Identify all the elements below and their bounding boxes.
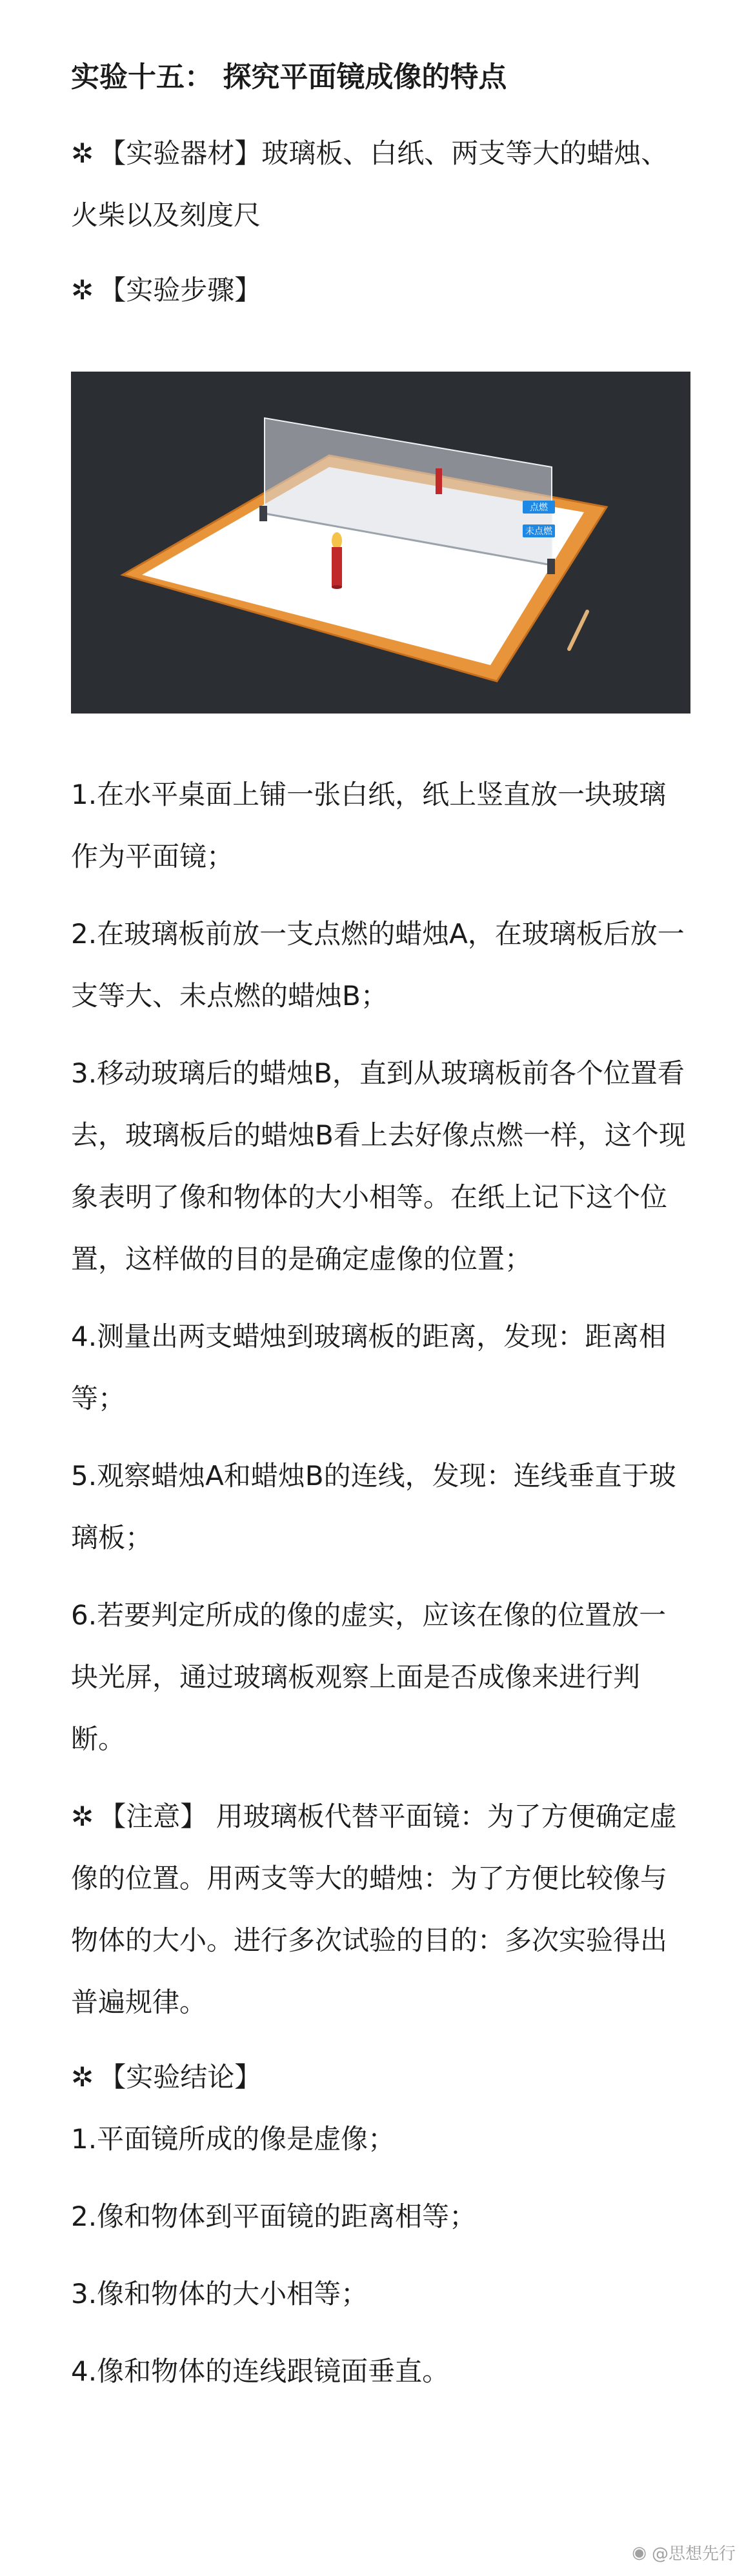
candle-b xyxy=(436,468,442,494)
conclusion-item: 3.像和物体的大小相等； xyxy=(71,2278,368,2310)
step-item: 3.移动玻璃后的蜡烛B，直到从玻璃板前各个位置看去，玻璃板后的蜡烛B看上去好像点燃一样，这个现象表明了像和物体的大小相等。在纸上记下这个位置，这样做的目的是确定虚像的位置； xyxy=(71,1057,686,1275)
ruler xyxy=(569,612,587,649)
steps-heading xyxy=(71,259,690,321)
candle-a xyxy=(332,547,342,587)
steps-heading-label: 【实验步骤】 xyxy=(99,274,262,306)
star-icon: ✲ xyxy=(71,1801,94,1832)
step-item: 1.在水平桌面上铺一张白纸，纸上竖直放一块玻璃作为平面镜； xyxy=(71,779,667,872)
materials-label: 【实验器材】 xyxy=(99,137,262,169)
watermark xyxy=(632,2541,736,2564)
conclusion-heading xyxy=(71,2046,690,2108)
step-item: 6.若要判定所成的像的虚实，应该在像的位置放一块光屏，通过玻璃板观察上面是否成像来进行判断。 xyxy=(71,1599,667,1755)
notice-paragraph xyxy=(71,1786,690,2033)
glass-support-right xyxy=(547,559,555,574)
article xyxy=(71,58,690,2418)
conclusion-heading-label: 【实验结论】 xyxy=(99,2061,262,2093)
candle-a-flame xyxy=(332,532,342,549)
step-item: 2.在玻璃板前放一支点燃的蜡烛A，在玻璃板后放一支等大、未点燃的蜡烛B； xyxy=(71,918,685,1012)
conclusion-item: 4.像和物体的连线跟镜面垂直。 xyxy=(71,2355,450,2387)
steps-list xyxy=(71,764,690,1770)
notice-text: 用玻璃板代替平面镜：为了方便确定虚像的位置。用两支等大的蜡烛：为了方便比较像与物体的大小。进行多次试验的目的：多次实验得出普遍规律。 xyxy=(71,1801,677,2018)
step-item: 5.观察蜡烛A和蜡烛B的连线，发现：连线垂直于玻璃板； xyxy=(71,1460,676,1553)
step-item: 4.测量出两支蜡烛到玻璃板的距离，发现：距离相等； xyxy=(71,1321,667,1414)
conclusion-item: 1.平面镜所成的像是虚像； xyxy=(71,2123,396,2155)
weibo-icon: ◉ xyxy=(632,2542,647,2562)
conclusion-list xyxy=(71,2108,690,2402)
notice-label: 【注意】 xyxy=(99,1801,208,1832)
experiment-figure xyxy=(71,372,690,714)
glass-support-left xyxy=(259,506,267,521)
experiment-illustration xyxy=(71,372,690,714)
materials-paragraph xyxy=(71,123,690,246)
materials-text: 玻璃板、白纸、两支等大的蜡烛、火柴以及刻度尺 xyxy=(71,137,669,231)
star-icon: ✲ xyxy=(71,274,94,306)
tag-lit-label: 点燃 xyxy=(530,503,548,513)
star-icon: ✲ xyxy=(71,137,94,169)
page-title: 实验十五： 探究平面镜成像的特点 xyxy=(71,61,507,94)
watermark-text: @思想先行 xyxy=(651,2544,736,2564)
conclusion-item: 2.像和物体到平面镜的距离相等； xyxy=(71,2201,477,2232)
tag-unlit-label: 未点燃 xyxy=(525,526,552,537)
star-icon: ✲ xyxy=(71,2061,94,2093)
